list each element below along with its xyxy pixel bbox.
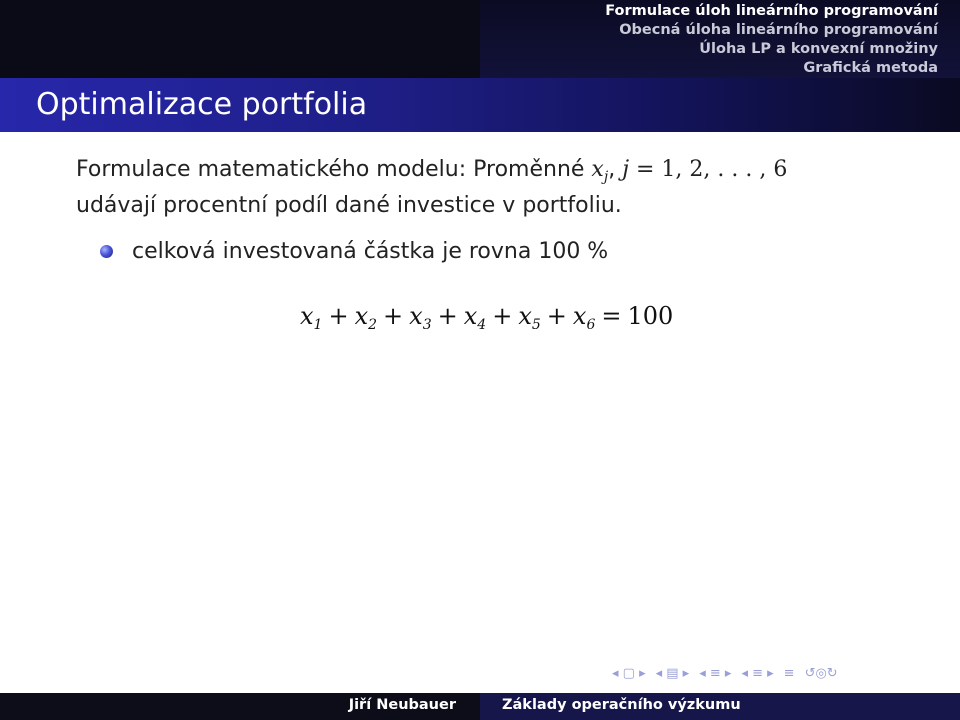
section-navigation [605,2,938,78]
model-description [76,152,876,224]
index-range: = 1, 2, . . . , 6 [629,157,788,182]
eq-var-6: $x_6$ [572,302,596,333]
header-left [0,0,480,78]
nav-section-4[interactable]: Grafická metoda [803,60,938,76]
footer-left [0,693,480,720]
nav-subsection-icon[interactable]: ◂ ▤ ▸ [655,666,690,681]
footer-author: Jiří Neubauer [348,697,456,713]
variable-x: $x_j$ [591,157,609,185]
para-text-1: Formulace matematického modelu: Proměnné [76,157,592,182]
nav-document-icon[interactable]: ≡ [783,666,795,681]
footer-talk-title: Základy operačního výzkumu [502,697,741,713]
eq-rhs: 100 [627,302,674,330]
eq-plus-3: + [437,302,458,330]
bullet-text: celková investovaná částka je rovna 100 % [132,239,609,264]
eq-plus-2: + [383,302,404,330]
frame-title: Optimalizace portfolia [36,87,368,122]
eq-var-2: $x_2$ [354,302,378,333]
para-comma: , [608,157,623,182]
eq-var-3: $x_3$ [409,302,432,333]
eq-var-5: $x_5$ [518,302,541,333]
nav-frame-prev-icon[interactable]: ◂ ▢ ▸ [612,666,646,681]
nav-search-icon[interactable]: ↺◎↻ [804,666,838,681]
eq-var-1: $x_1$ [300,302,323,333]
nav-section-prev-icon[interactable]: ◂ ≡ ▸ [699,666,732,681]
eq-var-4: $x_4$ [463,302,487,333]
para-text-2: udávají procentní podíl dané investice v portfoliu. [76,193,622,218]
eq-plus-1: + [328,302,349,330]
eq-equals: = [601,302,622,330]
eq-plus-5: + [546,302,567,330]
bullet-item [104,234,608,270]
beamer-navigation-symbols [612,666,838,681]
index-j: j [622,157,630,182]
eq-plus-4: + [492,302,513,330]
nav-section-2[interactable]: Obecná úloha lineárního programování [619,22,938,38]
nav-section-1[interactable]: Formulace úloh lineárního programování [605,3,938,19]
nav-section-next-icon[interactable]: ◂ ≡ ▸ [741,666,774,681]
budget-equation [300,298,673,334]
nav-section-3[interactable]: Úloha LP a konvexní množiny [699,41,938,57]
footer-right [480,693,960,720]
frame-title-bar [0,78,960,132]
bullet-icon [100,245,113,258]
